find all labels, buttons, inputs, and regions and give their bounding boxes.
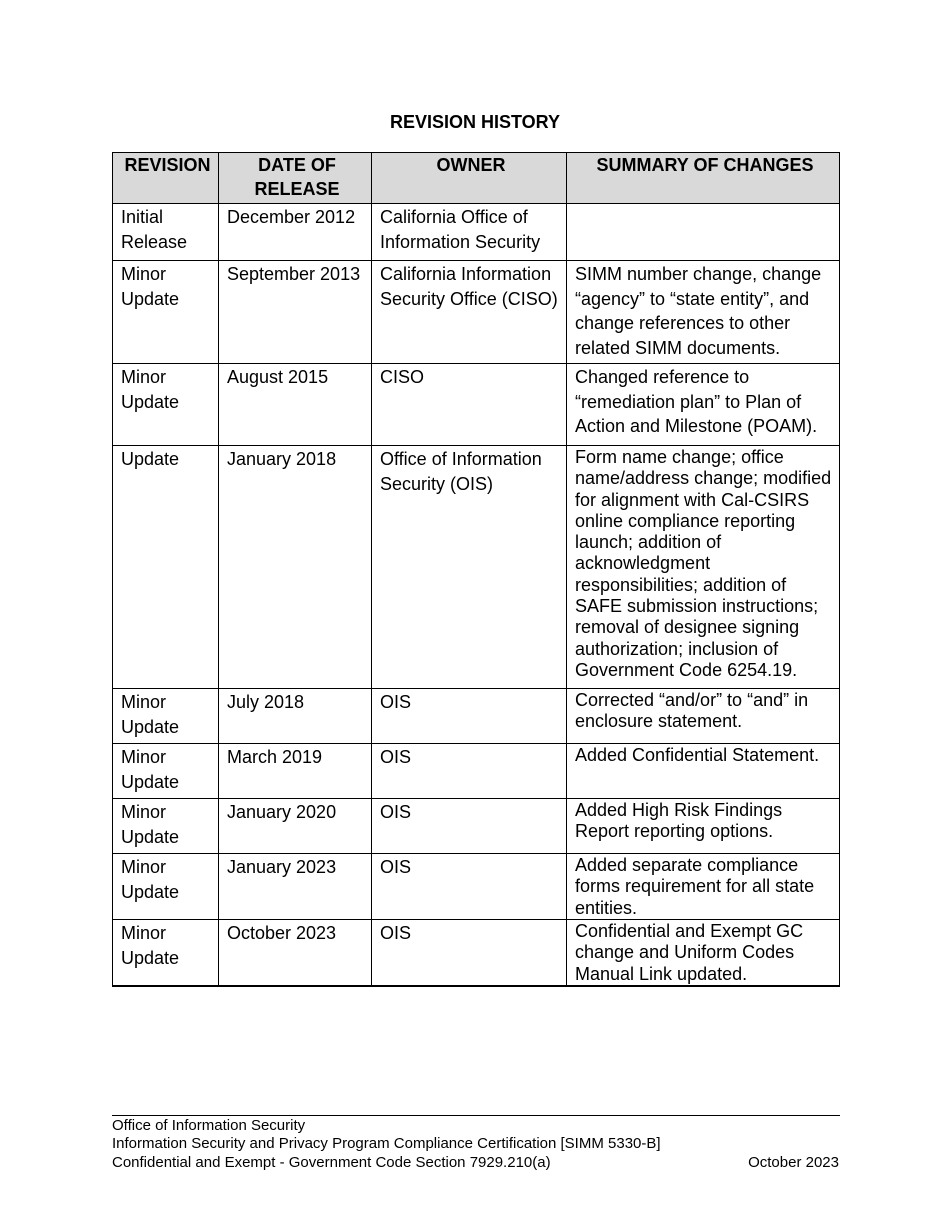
cell-revision: Minor Update (113, 854, 219, 920)
cell-owner: OIS (372, 689, 567, 744)
cell-summary: Confidential and Exempt GC change and Uniform Codes Manual Link updated. (567, 920, 840, 986)
cell-revision: Update (113, 446, 219, 689)
cell-owner: CISO (372, 364, 567, 446)
cell-summary (567, 204, 840, 261)
cell-revision: Minor Update (113, 364, 219, 446)
revision-history-table (112, 152, 840, 987)
cell-date: January 2018 (219, 446, 372, 689)
cell-owner: OIS (372, 744, 567, 799)
table-row (113, 446, 840, 689)
cell-owner: OIS (372, 854, 567, 920)
cell-date: August 2015 (219, 364, 372, 446)
header-revision: REVISION (113, 153, 219, 204)
cell-revision: Minor Update (113, 261, 219, 364)
cell-owner: California Office of Information Security (372, 204, 567, 261)
cell-summary: Added Confidential Statement. (567, 744, 840, 799)
cell-revision: Minor Update (113, 920, 219, 986)
table-row (113, 204, 840, 261)
cell-date: October 2023 (219, 920, 372, 986)
cell-owner: OIS (372, 799, 567, 854)
page-title: REVISION HISTORY (389, 112, 561, 132)
footer-divider (112, 1115, 840, 1116)
cell-owner: OIS (372, 920, 567, 986)
footer-document-title: Information Security and Privacy Program Compliance Certification [SIMM 5330-B] (112, 1135, 661, 1152)
cell-summary: Changed reference to “remediation plan” to Plan of Action and Milestone (POAM). (567, 364, 840, 446)
cell-summary: Added separate compliance forms requirement for all state entities. (567, 854, 840, 920)
table-row (113, 854, 840, 920)
cell-summary: SIMM number change, change “agency” to “state entity”, and change references to other related SIMM documents. (567, 261, 840, 364)
cell-date: December 2012 (219, 204, 372, 261)
cell-revision: Minor Update (113, 689, 219, 744)
footer-confidential: Confidential and Exempt - Government Code Section 7929.210(a) (112, 1154, 551, 1171)
header-owner: OWNER (372, 153, 567, 204)
cell-summary: Corrected “and/or” to “and” in enclosure statement. (567, 689, 840, 744)
table-row (113, 689, 840, 744)
table-row (113, 261, 840, 364)
cell-date: July 2018 (219, 689, 372, 744)
table-row (113, 364, 840, 446)
cell-summary: Added High Risk Findings Report reporting options. (567, 799, 840, 854)
cell-date: January 2023 (219, 854, 372, 920)
cell-date: January 2020 (219, 799, 372, 854)
footer-confidential-line (112, 1154, 839, 1172)
cell-revision: Minor Update (113, 744, 219, 799)
cell-date: March 2019 (219, 744, 372, 799)
cell-summary: Form name change; office name/address change; modified for alignment with Cal-CSIRS online compliance reporting launch; addition of acknowledgment responsibilities; addition of SAFE submission instructions; removal of designee signing authorization; inclusion of Government Code 6254.19. (567, 446, 840, 689)
cell-owner: California Information Security Office (CISO) (372, 261, 567, 364)
cell-revision: Minor Update (113, 799, 219, 854)
header-summary-of-changes: SUMMARY OF CHANGES (567, 153, 840, 204)
table-row (113, 799, 840, 854)
cell-revision: Initial Release (113, 204, 219, 261)
footer-date: October 2023 (748, 1154, 839, 1171)
table-row (113, 920, 840, 986)
cell-owner: Office of Information Security (OIS) (372, 446, 567, 689)
footer-office: Office of Information Security (112, 1117, 306, 1134)
cell-date: September 2013 (219, 261, 372, 364)
header-date-of-release: DATE OF RELEASE (219, 153, 372, 204)
table-row (113, 744, 840, 799)
table-header-row (113, 153, 840, 204)
